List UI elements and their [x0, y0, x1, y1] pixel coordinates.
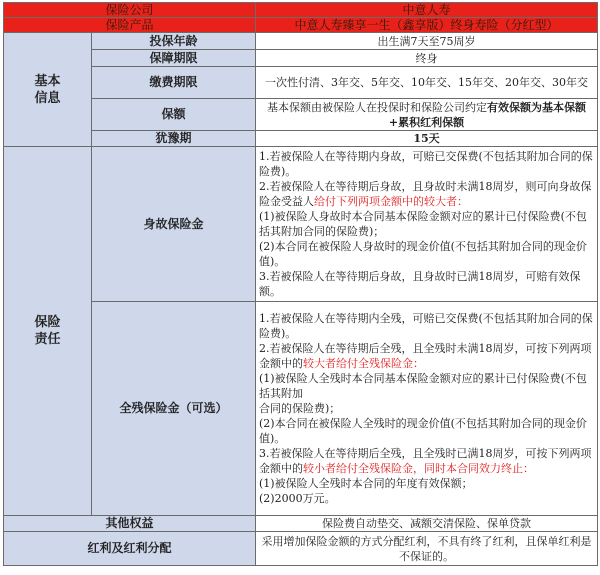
death-benefit-row: [4, 147, 598, 302]
death-clause-2-2: (2)本合同在被保险人身故时的现金价值(不包括其附加合同的现金价值)。: [259, 240, 587, 268]
dividend-label: 红利及红利分配: [4, 532, 256, 566]
payment-label: 缴费期限: [92, 67, 256, 99]
other-rights-value: 保险费自动垫交、减额交清保险、保单贷款: [256, 516, 598, 532]
liability-category-line1: 保险: [34, 315, 61, 330]
disability-clause-2-2: (2)本合同在被保险人全残时的现金价值(不包括其附加合同的现金价值)。: [259, 417, 587, 445]
sum-text-plain: 基本保额由被保险人在投保时和保险公司约定: [267, 100, 488, 114]
sum-label: 保额: [92, 99, 256, 131]
sum-value: [256, 99, 598, 131]
disability-clause-3-highlight: 较小者给付全残保险金，同时本合同效力终止：: [303, 462, 535, 475]
age-value: 出生满7天至75周岁: [256, 33, 598, 50]
insurance-product-table: [3, 2, 598, 566]
liability-category-line2: 责任: [34, 332, 61, 347]
company-label: 保险公司: [4, 3, 256, 18]
disability-benefit-label: 全残保险金（可选）: [92, 302, 256, 516]
age-label: 投保年龄: [92, 33, 256, 50]
term-value: 终身: [256, 50, 598, 67]
other-rights-label: 其他权益: [4, 516, 256, 532]
basic-category-line1: 基本: [34, 73, 61, 89]
death-clause-3: 3.若被保险人在等待期后身故，且身故时已满18周岁，可赔有效保额。: [259, 270, 581, 298]
disability-clause-3-2: (2)2000万元。: [259, 492, 336, 505]
other-rights-row: [4, 516, 598, 532]
product-row: [4, 18, 598, 33]
cooling-label: 犹豫期: [92, 131, 256, 147]
death-clause-1: 1.若被保险人在等待期内身故，可赔已交保费(不包括其附加合同的保险费)。: [259, 150, 593, 178]
disability-clause-1: 1.若被保险人在等待期内全残，可赔已交保费(不包括其附加合同的保险费)。: [259, 312, 593, 340]
disability-benefit-row: [4, 302, 598, 516]
death-benefit-label: 身故保险金: [92, 147, 256, 302]
death-benefit-details: [256, 147, 598, 302]
disability-benefit-details: [256, 302, 598, 516]
dividend-value: 采用增加保险金额的方式分配红利，不具有终了红利，且保单红利是不保证的。: [256, 532, 598, 566]
death-clause-2: 2.若被保险人在等待期后身故，且身故时未满18周岁，则可向身故保险金受益人给付下列两项金额中的较大者：: [259, 180, 592, 208]
disability-clause-3: 3.若被保险人在等待期后全残，且全残时已满18周岁，可按下列两项金额中的较小者给付全残保险金，同时本合同效力终止：: [259, 447, 592, 475]
age-row: [4, 33, 598, 50]
company-row: [4, 3, 598, 18]
death-clause-2-1: (1)被保险人身故时本合同基本保险金额对应的累计已付保险费(不包括其附加合同的保险费)；: [259, 210, 587, 238]
cooling-value: 15天: [256, 131, 598, 147]
product-label: 保险产品: [4, 18, 256, 33]
term-row: [4, 50, 598, 67]
sum-row: [4, 99, 598, 131]
payment-value: 一次性付清、3年交、5年交、10年交、15年交、20年交、30年交: [256, 67, 598, 99]
disability-clause-2-1: (1)被保险人全残时本合同基本保险金额对应的累计已付保险费(不包括其附加 合同的保险费)；: [259, 372, 587, 415]
basic-category-line2: 信息: [34, 90, 61, 106]
disability-clause-2: 2.若被保险人在等待期后全残，且全残时未满18周岁，可按下列两项金额中的较大者给付全残保险金：: [259, 342, 592, 370]
liability-category: [4, 147, 92, 516]
disability-clause-3-1: (1)被保险人全残时本合同的年度有效保额；: [259, 477, 473, 490]
cooling-row: [4, 131, 598, 147]
product-value: 中意人寿臻享一生（鑫享版）终身寿险（分红型）: [256, 18, 598, 33]
disability-clause-2-highlight: 较大者给付全残保险金：: [303, 357, 425, 370]
company-value: 中意人寿: [256, 3, 598, 18]
death-clause-2-highlight: 给付下列两项金额中的较大者：: [314, 195, 469, 208]
sum-text-bold: 有效保额为基本保额+累积红利保额: [388, 100, 587, 129]
dividend-row: [4, 532, 598, 566]
basic-info-category: [4, 33, 92, 147]
term-label: 保障期限: [92, 50, 256, 67]
payment-row: [4, 67, 598, 99]
